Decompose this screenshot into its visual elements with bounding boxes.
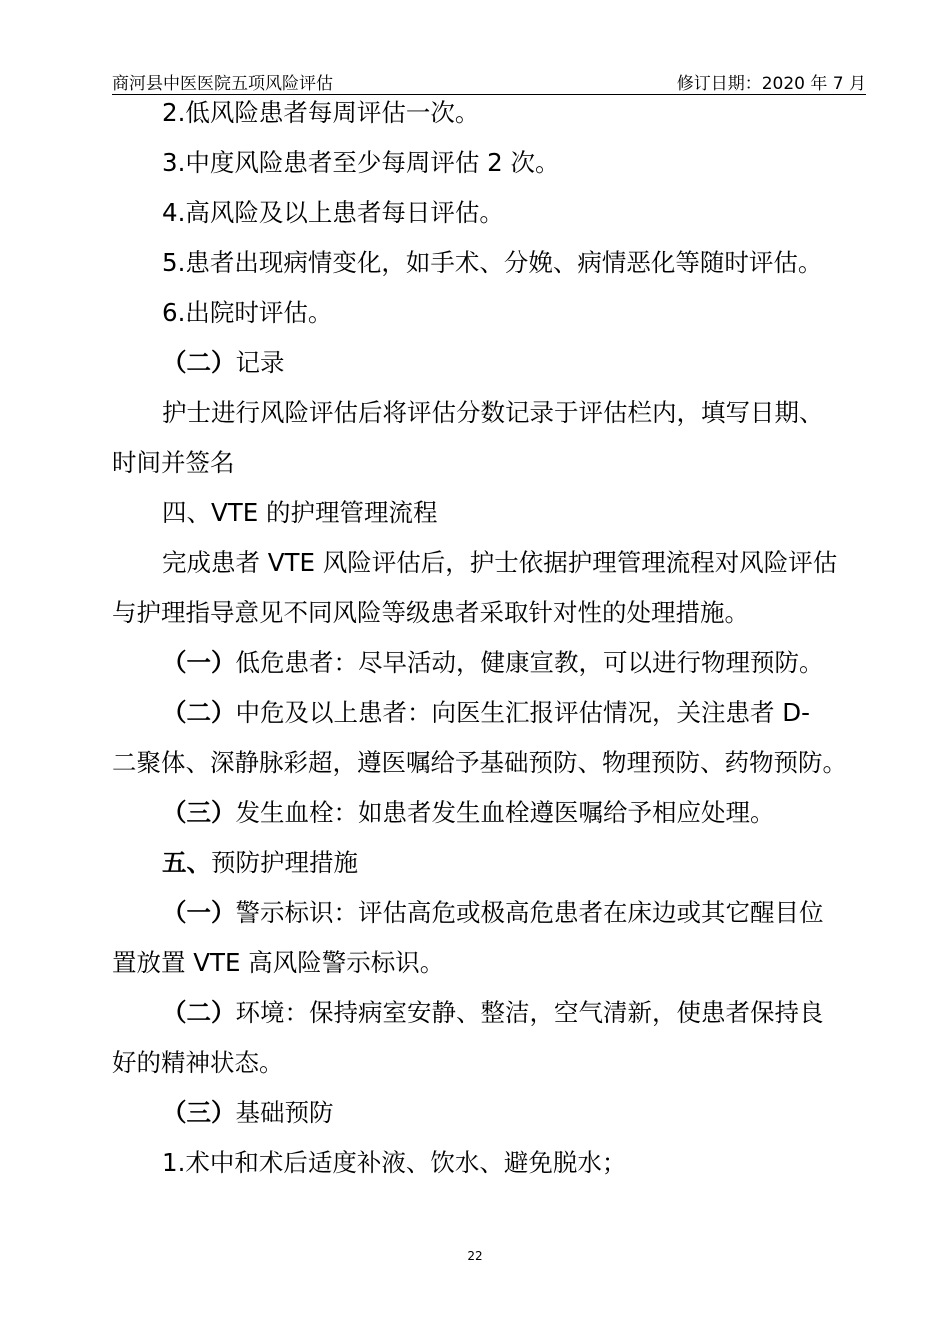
paragraph-line: 完成患者 VTE 风险评估后，护士依据护理管理流程对风险评估 xyxy=(162,548,838,577)
heading-text: 基础预防 xyxy=(235,1098,334,1127)
heading-text: 预防护理措施 xyxy=(211,848,358,877)
item-text: 低危患者：尽早活动，健康宣教，可以进行物理预防。 xyxy=(235,648,824,677)
section-heading xyxy=(112,844,866,894)
page-header xyxy=(112,66,866,95)
subsection-heading xyxy=(112,1094,866,1144)
item-text: 环境：保持病室安静、整洁，空气清新，使患者保持良 xyxy=(235,998,824,1027)
paragraph-line: 4.高风险及以上患者每日评估。 xyxy=(162,198,504,227)
item-text: 发生血栓：如患者发生血栓遵医嘱给予相应处理。 xyxy=(235,798,775,827)
item-marker: （一） xyxy=(162,648,236,677)
heading-marker: 五、 xyxy=(162,848,211,877)
item-text: 中危及以上患者：向医生汇报评估情况，关注患者 D- xyxy=(235,698,810,727)
header-revision-date: 修订日期：2020 年 7 月 xyxy=(676,74,866,94)
subsection-heading xyxy=(112,344,866,394)
list-item xyxy=(112,794,866,844)
paragraph-line: 护士进行风险评估后将评估分数记录于评估栏内，填写日期、 xyxy=(162,398,824,427)
item-marker: （三） xyxy=(162,798,236,827)
page-number: 22 xyxy=(467,1249,483,1263)
item-marker: （一） xyxy=(162,898,236,927)
header-title: 商河县中医医院五项风险评估 xyxy=(112,74,333,94)
paragraph-line: 6.出院时评估。 xyxy=(162,298,333,327)
list-item xyxy=(112,994,866,1044)
list-item xyxy=(112,694,866,744)
heading-marker: （二） xyxy=(162,348,236,377)
paragraph-line: 与护理指导意见不同风险等级患者采取针对性的处理措施。 xyxy=(112,598,749,627)
heading-marker: （三） xyxy=(162,1098,236,1127)
paragraph-line: 时间并签名 xyxy=(112,448,235,477)
paragraph-line: 1.术中和术后适度补液、饮水、避免脱水； xyxy=(162,1148,627,1177)
paragraph-line: 3.中度风险患者至少每周评估 2 次。 xyxy=(162,148,560,177)
list-item xyxy=(112,644,866,694)
heading-text: 记录 xyxy=(235,348,285,377)
paragraph-line: 二聚体、深静脉彩超，遵医嘱给予基础预防、物理预防、药物预防。 xyxy=(112,748,847,777)
item-marker: （二） xyxy=(162,998,236,1027)
paragraph-line: 5.患者出现病情变化，如手术、分娩、病情恶化等随时评估。 xyxy=(162,248,823,277)
item-marker: （二） xyxy=(162,698,236,727)
section-heading: 四、VTE 的护理管理流程 xyxy=(162,498,438,527)
list-item xyxy=(112,894,866,944)
paragraph-line: 2.低风险患者每周评估一次。 xyxy=(162,98,480,127)
item-text: 警示标识：评估高危或极高危患者在床边或其它醒目位 xyxy=(235,898,824,927)
paragraph-line: 置放置 VTE 高风险警示标识。 xyxy=(112,948,445,977)
document-body xyxy=(112,94,866,1194)
paragraph-line: 好的精神状态。 xyxy=(112,1048,284,1077)
